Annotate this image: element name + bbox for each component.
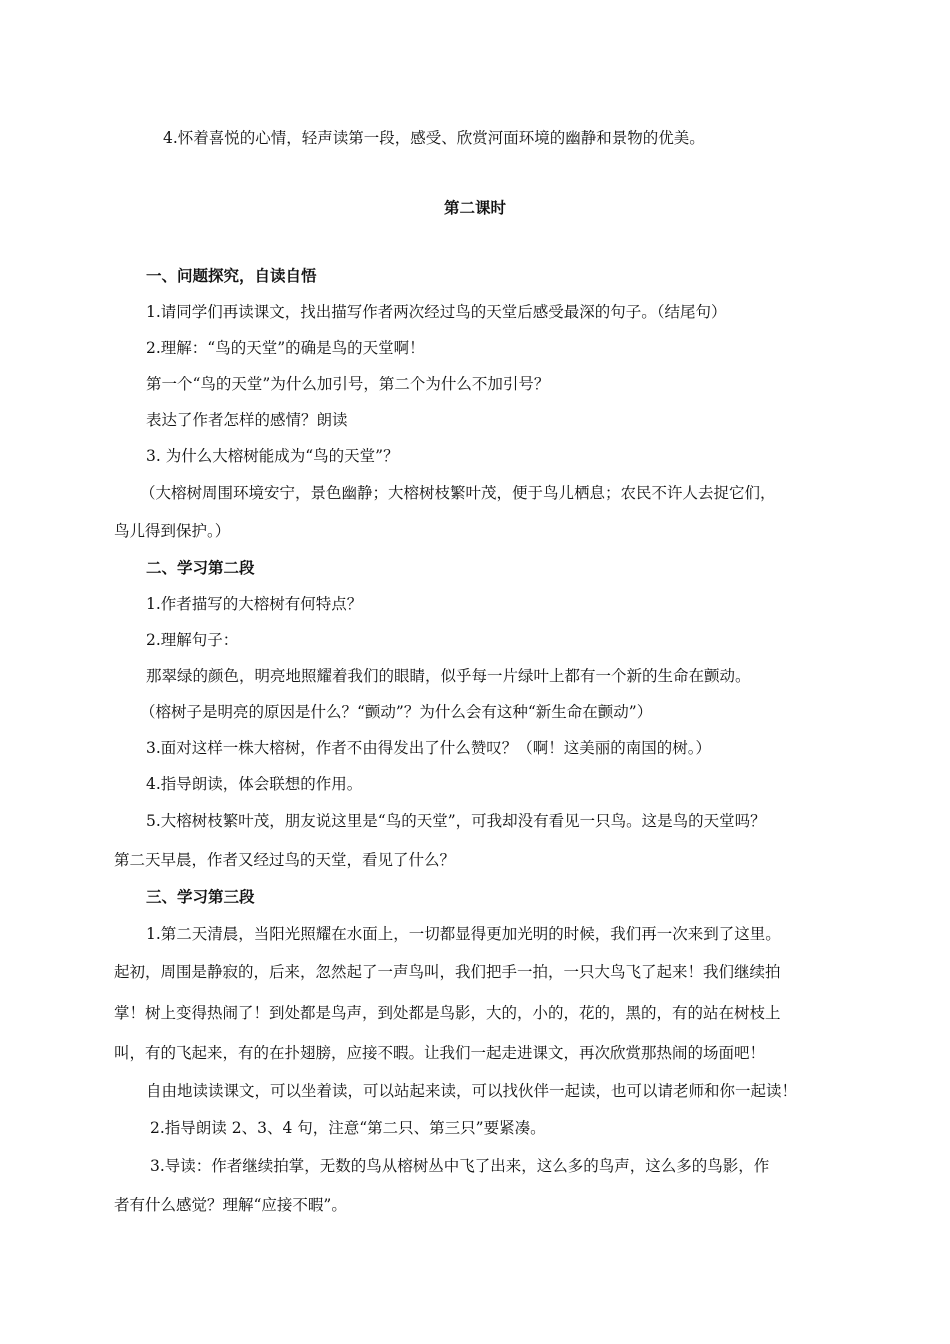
paragraph-line: 3. 为什么大榕树能成为“鸟的天堂”？ [146, 447, 399, 465]
paragraph-line: 掌！树上变得热闹了！到处都是鸟声，到处都是鸟影，大的，小的，花的，黑的，有的站在树枝上 [114, 1004, 781, 1022]
paragraph-line: 4.怀着喜悦的心情，轻声读第一段，感受、欣赏河面环境的幽静和景物的优美。 [163, 129, 705, 147]
paragraph-line: （榕树子是明亮的原因是什么？“颤动”？为什么会有这种“新生命在颤动”） [140, 703, 653, 721]
paragraph-line: 1.第二天清晨，当阳光照耀在水面上，一切都显得更加光明的时候，我们再一次来到了这里。 [146, 925, 781, 943]
paragraph-line: 3.面对这样一株大榕树，作者不由得发出了什么赞叹？（啊！这美丽的南国的树。） [146, 739, 712, 757]
paragraph-line: 第一个“鸟的天堂”为什么加引号，第二个为什么不加引号？ [146, 375, 550, 393]
paragraph-line: 2.理解句子： [146, 631, 239, 649]
paragraph-line: 5.大榕树枝繁叶茂，朋友说这里是“鸟的天堂”，可我却没有看见一只鸟。这是鸟的天堂吗？ [146, 812, 766, 830]
paragraph-line: 1.请同学们再读课文，找出描写作者两次经过鸟的天堂后感受最深的句子。（结尾句） [146, 303, 727, 321]
paragraph-line: 叫，有的飞起来，有的在扑翅膀，应接不暇。让我们一起走进课文，再次欣赏那热闹的场面吧！ [114, 1044, 766, 1062]
paragraph-line: 2.理解：“鸟的天堂”的确是鸟的天堂啊！ [146, 339, 425, 357]
paragraph-line: 1.作者描写的大榕树有何特点？ [146, 595, 363, 613]
paragraph-line: 者有什么感觉？理解“应接不暇”。 [114, 1196, 347, 1214]
paragraph-line: 那翠绿的颜色，明亮地照耀着我们的眼睛，似乎每一片绿叶上都有一个新的生命在颤动。 [146, 667, 751, 685]
paragraph-line: 表达了作者怎样的感情？朗读 [146, 411, 348, 429]
section-title: 第二课时 [443, 198, 506, 217]
paragraph-line: 4.指导朗读，体会联想的作用。 [146, 775, 363, 793]
paragraph-line: 自由地读读课文，可以坐着读，可以站起来读，可以找伙伴一起读，也可以请老师和你一起读！ [146, 1082, 798, 1100]
paragraph-line: 起初，周围是静寂的，后来，忽然起了一声鸟叫，我们把手一拍，一只大鸟飞了起来！我们继续拍 [114, 963, 781, 981]
paragraph-line: 3.导读：作者继续拍掌，无数的鸟从榕树丛中飞了出来，这么多的鸟声，这么多的鸟影，作 [150, 1157, 770, 1175]
section-heading: 二、学习第二段 [146, 558, 255, 577]
section-heading: 一、问题探究，自读自悟 [146, 266, 317, 285]
section-heading: 三、学习第三段 [146, 887, 255, 906]
paragraph-line: 第二天早晨，作者又经过鸟的天堂，看见了什么？ [114, 851, 456, 869]
paragraph-line: 鸟儿得到保护。） [114, 522, 231, 540]
paragraph-line: 2.指导朗读 2、3、4 句，注意“第二只、第三只”要紧凑。 [150, 1119, 546, 1137]
paragraph-line: （大榕树周围环境安宁，景色幽静；大榕树枝繁叶茂，便于鸟儿栖息；农民不许人去捉它们， [140, 484, 776, 502]
